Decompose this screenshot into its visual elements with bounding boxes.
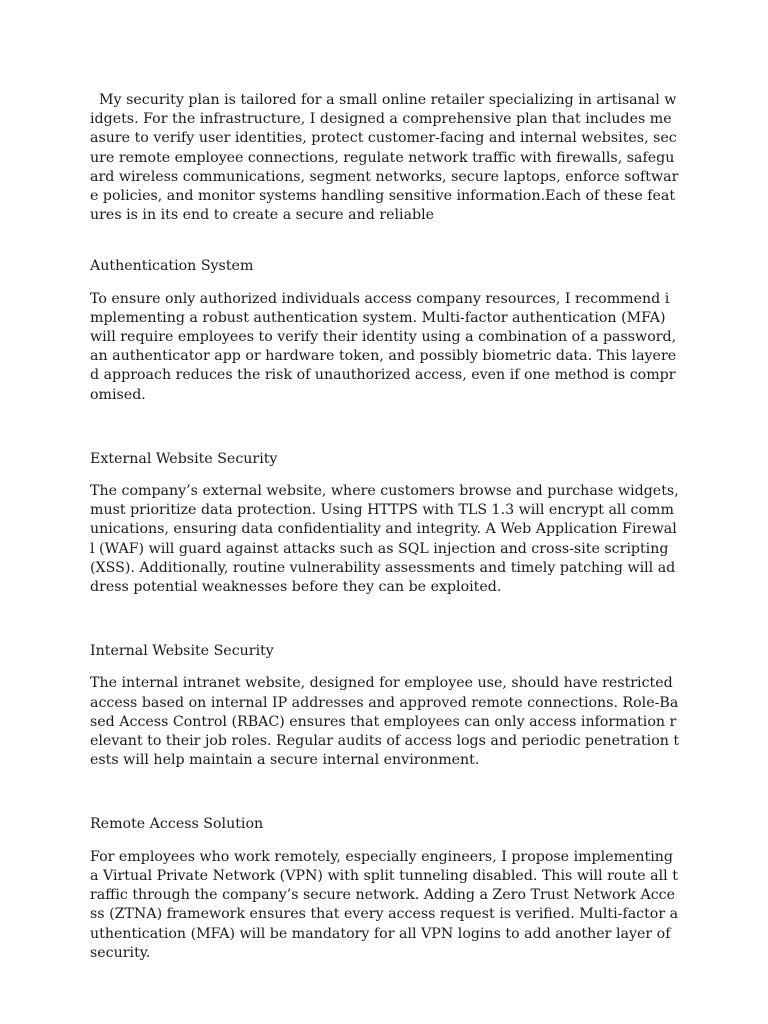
section-internal-website-security: [90, 642, 680, 770]
section-heading: Internal Website Security: [90, 643, 274, 660]
intro-paragraph: My security plan is tailored for a small online retailer specializing in artisanal widgets. For the infrastructure, I designed a comprehensive plan that includes measure to verify user identities, protect customer-facing and internal websites, secure remote employee connections, regulate network traffic with firewalls, safeguard wireless communications, segment networks, secure laptops, enforce software policies, and monitor systems handling sensitive information.Each of these features is in its end to create a secure and reliable: [90, 92, 679, 224]
section-body: The internal intranet website, designed for employee use, should have restricted access based on internal IP addresses and approved remote connections. Role-Based Access Control (RBAC) ensures that employees can only access information relevant to their job roles. Regular audits of access logs and periodic penetration tests will help maintain a secure internal environment.: [90, 675, 680, 769]
document-page: [90, 91, 684, 963]
section-heading: External Website Security: [90, 450, 278, 467]
section-remote-access-solution: [90, 815, 680, 962]
section-body: The company’s external website, where customers browse and purchase widgets, must prioritize data protection. Using HTTPS with TLS 1.3 will encrypt all communications, ensuring data confidentiality and integrity. A Web Application Firewall (WAF) will guard against attacks such as SQL injection and cross-site scripting (XSS). Additionally, routine vulnerability assessments and timely patching will address potential weaknesses before they can be exploited.: [90, 483, 684, 596]
section-heading: Authentication System: [90, 258, 254, 275]
section-body: To ensure only authorized individuals access company resources, I recommend implementing a robust authentication system. Multi-factor authentication (MFA) will require employees to verify their identity using a combination of a password, an authenticator app or hardware token, and possibly biometric data. This layered approach reduces the risk of unauthorized access, even if one method is compromised.: [90, 290, 681, 403]
section-heading: Remote Access Solution: [90, 816, 264, 833]
section-body: For employees who work remotely, especially engineers, I propose implementing a Virtual Private Network (VPN) with split tunneling disabled. This will route all traffic through the company’s secure network. Adding a Zero Trust Network Access (ZTNA) framework ensures that every access request is verified. Multi-factor authentication (MFA) will be mandatory for all VPN logins to add another layer of security.: [90, 848, 679, 961]
section-external-website-security: [90, 450, 684, 597]
section-authentication-system: [90, 257, 680, 404]
